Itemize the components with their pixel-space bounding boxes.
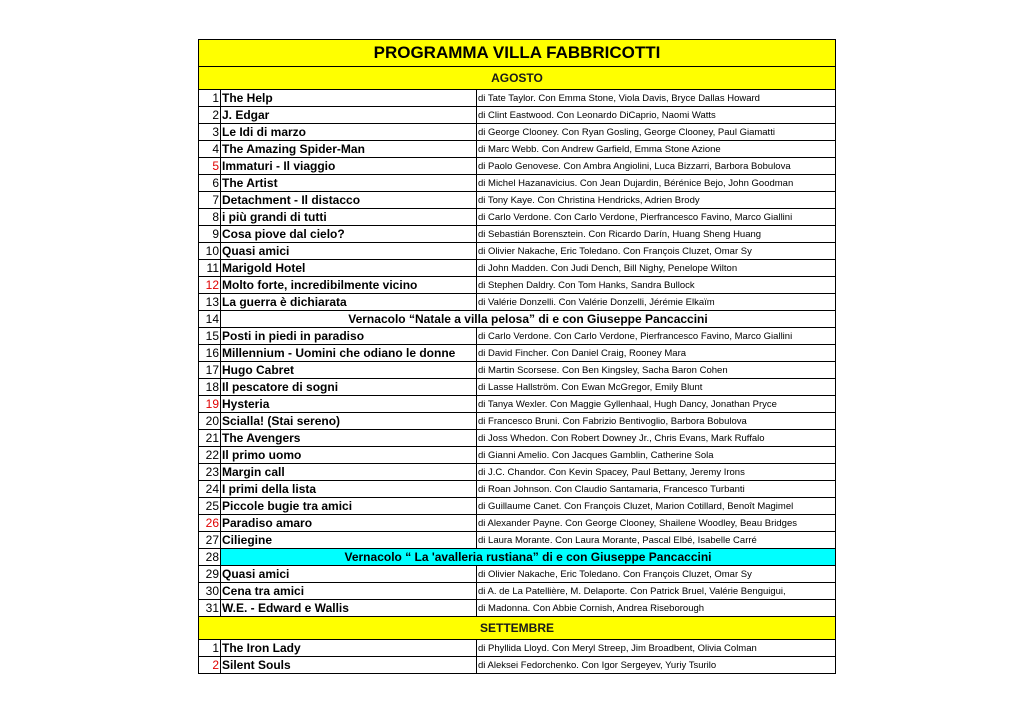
row-number: 7 — [199, 192, 221, 209]
month-header: SETTEMBRE — [199, 617, 836, 640]
schedule-sheet — [198, 39, 836, 674]
film-row — [199, 447, 836, 464]
row-number: 10 — [199, 243, 221, 260]
month-header-row — [199, 67, 836, 90]
month-header: AGOSTO — [199, 67, 836, 90]
film-row — [199, 90, 836, 107]
film-row — [199, 243, 836, 260]
film-title: Millennium - Uomini che odiano le donne — [221, 345, 477, 362]
film-credits: di Paolo Genovese. Con Ambra Angiolini, Luca Bizzarri, Barbora Bobulova — [477, 158, 836, 175]
film-credits: di Tate Taylor. Con Emma Stone, Viola Davis, Bryce Dallas Howard — [477, 90, 836, 107]
film-row — [199, 600, 836, 617]
film-credits: di Guillaume Canet. Con François Cluzet, Marion Cotillard, Benoît Magimel — [477, 498, 836, 515]
film-credits: di Martin Scorsese. Con Ben Kingsley, Sacha Baron Cohen — [477, 362, 836, 379]
row-number: 27 — [199, 532, 221, 549]
row-number: 5 — [199, 158, 221, 175]
row-number: 6 — [199, 175, 221, 192]
schedule-table — [198, 39, 836, 674]
film-title: Margin call — [221, 464, 477, 481]
film-credits: di Olivier Nakache, Eric Toledano. Con François Cluzet, Omar Sy — [477, 566, 836, 583]
film-title: Posti in piedi in paradiso — [221, 328, 477, 345]
film-row — [199, 328, 836, 345]
film-row — [199, 532, 836, 549]
film-title: Piccole bugie tra amici — [221, 498, 477, 515]
film-credits: di Alexander Payne. Con George Clooney, Shailene Woodley, Beau Bridges — [477, 515, 836, 532]
film-credits: di Madonna. Con Abbie Cornish, Andrea Riseborough — [477, 600, 836, 617]
film-credits: di Tony Kaye. Con Christina Hendricks, Adrien Brody — [477, 192, 836, 209]
month-header-row — [199, 617, 836, 640]
film-credits: di Laura Morante. Con Laura Morante, Pascal Elbé, Isabelle Carré — [477, 532, 836, 549]
row-number: 2 — [199, 657, 221, 674]
film-title: Hysteria — [221, 396, 477, 413]
film-title: The Avengers — [221, 430, 477, 447]
row-number: 29 — [199, 566, 221, 583]
film-title: Quasi amici — [221, 243, 477, 260]
event-title: Vernacolo “Natale a villa pelosa” di e con Giuseppe Pancaccini — [221, 311, 836, 328]
row-number: 12 — [199, 277, 221, 294]
film-credits: di Joss Whedon. Con Robert Downey Jr., Chris Evans, Mark Ruffalo — [477, 430, 836, 447]
row-number: 11 — [199, 260, 221, 277]
film-title: Scialla! (Stai sereno) — [221, 413, 477, 430]
film-title: The Iron Lady — [221, 640, 477, 657]
film-row — [199, 498, 836, 515]
title-row — [199, 40, 836, 67]
film-credits: di Tanya Wexler. Con Maggie Gyllenhaal, Hugh Dancy, Jonathan Pryce — [477, 396, 836, 413]
row-number: 26 — [199, 515, 221, 532]
row-number: 25 — [199, 498, 221, 515]
film-credits: di David Fincher. Con Daniel Craig, Rooney Mara — [477, 345, 836, 362]
film-row — [199, 396, 836, 413]
film-credits: di George Clooney. Con Ryan Gosling, George Clooney, Paul Giamatti — [477, 124, 836, 141]
row-number: 31 — [199, 600, 221, 617]
film-row — [199, 226, 836, 243]
row-number: 1 — [199, 90, 221, 107]
film-title: Il pescatore di sogni — [221, 379, 477, 396]
film-credits: di Sebastián Borensztein. Con Ricardo Darín, Huang Sheng Huang — [477, 226, 836, 243]
film-row — [199, 464, 836, 481]
page-title: PROGRAMMA VILLA FABBRICOTTI — [199, 40, 836, 67]
row-number: 23 — [199, 464, 221, 481]
film-title: Silent Souls — [221, 657, 477, 674]
film-credits: di Marc Webb. Con Andrew Garfield, Emma Stone Azione — [477, 141, 836, 158]
film-credits: di Olivier Nakache, Eric Toledano. Con François Cluzet, Omar Sy — [477, 243, 836, 260]
film-row — [199, 566, 836, 583]
film-row — [199, 345, 836, 362]
film-row — [199, 277, 836, 294]
film-row — [199, 481, 836, 498]
row-number: 1 — [199, 640, 221, 657]
film-credits: di Valérie Donzelli. Con Valérie Donzelli, Jérémie Elkaïm — [477, 294, 836, 311]
row-number: 18 — [199, 379, 221, 396]
row-number: 3 — [199, 124, 221, 141]
film-row — [199, 430, 836, 447]
film-credits: di Carlo Verdone. Con Carlo Verdone, Pierfrancesco Favino, Marco Giallini — [477, 328, 836, 345]
film-row — [199, 192, 836, 209]
film-credits: di A. de La Patellière, M. Delaporte. Con Patrick Bruel, Valérie Benguigui, — [477, 583, 836, 600]
schedule-body — [199, 40, 836, 674]
film-row — [199, 209, 836, 226]
film-row — [199, 107, 836, 124]
film-title: Le Idi di marzo — [221, 124, 477, 141]
film-title: Quasi amici — [221, 566, 477, 583]
film-title: i più grandi di tutti — [221, 209, 477, 226]
row-number: 22 — [199, 447, 221, 464]
event-row — [199, 549, 836, 566]
film-title: The Artist — [221, 175, 477, 192]
row-number: 21 — [199, 430, 221, 447]
row-number: 2 — [199, 107, 221, 124]
film-row — [199, 294, 836, 311]
film-title: Ciliegine — [221, 532, 477, 549]
film-credits: di Stephen Daldry. Con Tom Hanks, Sandra Bullock — [477, 277, 836, 294]
row-number: 13 — [199, 294, 221, 311]
film-credits: di Carlo Verdone. Con Carlo Verdone, Pierfrancesco Favino, Marco Giallini — [477, 209, 836, 226]
film-row — [199, 413, 836, 430]
film-title: Immaturi - Il viaggio — [221, 158, 477, 175]
film-row — [199, 260, 836, 277]
row-number: 9 — [199, 226, 221, 243]
row-number: 15 — [199, 328, 221, 345]
row-number: 14 — [199, 311, 221, 328]
event-row — [199, 311, 836, 328]
film-row — [199, 379, 836, 396]
film-row — [199, 640, 836, 657]
row-number: 4 — [199, 141, 221, 158]
film-credits: di Aleksei Fedorchenko. Con Igor Sergeyev, Yuriy Tsurilo — [477, 657, 836, 674]
film-title: Molto forte, incredibilmente vicino — [221, 277, 477, 294]
row-number: 30 — [199, 583, 221, 600]
film-row — [199, 583, 836, 600]
row-number: 19 — [199, 396, 221, 413]
film-row — [199, 141, 836, 158]
film-credits: di John Madden. Con Judi Dench, Bill Nighy, Penelope Wilton — [477, 260, 836, 277]
film-credits: di Lasse Hallström. Con Ewan McGregor, Emily Blunt — [477, 379, 836, 396]
film-credits: di Roan Johnson. Con Claudio Santamaria, Francesco Turbanti — [477, 481, 836, 498]
film-title: Detachment - Il distacco — [221, 192, 477, 209]
film-credits: di Francesco Bruni. Con Fabrizio Bentivoglio, Barbora Bobulova — [477, 413, 836, 430]
film-title: J. Edgar — [221, 107, 477, 124]
film-title: Cena tra amici — [221, 583, 477, 600]
film-credits: di J.C. Chandor. Con Kevin Spacey, Paul Bettany, Jeremy Irons — [477, 464, 836, 481]
film-credits: di Phyllida Lloyd. Con Meryl Streep, Jim Broadbent, Olivia Colman — [477, 640, 836, 657]
film-title: Il primo uomo — [221, 447, 477, 464]
film-credits: di Michel Hazanavicius. Con Jean Dujardin, Bérénice Bejo, John Goodman — [477, 175, 836, 192]
film-credits: di Clint Eastwood. Con Leonardo DiCaprio, Naomi Watts — [477, 107, 836, 124]
row-number: 17 — [199, 362, 221, 379]
row-number: 8 — [199, 209, 221, 226]
row-number: 20 — [199, 413, 221, 430]
film-row — [199, 175, 836, 192]
film-title: The Amazing Spider-Man — [221, 141, 477, 158]
film-row — [199, 124, 836, 141]
event-title: Vernacolo “ La 'avalleria rustiana” di e con Giuseppe Pancaccini — [221, 549, 836, 566]
film-title: The Help — [221, 90, 477, 107]
film-title: I primi della lista — [221, 481, 477, 498]
film-title: Marigold Hotel — [221, 260, 477, 277]
film-row — [199, 362, 836, 379]
row-number: 24 — [199, 481, 221, 498]
film-title: W.E. - Edward e Wallis — [221, 600, 477, 617]
film-title: Cosa piove dal cielo? — [221, 226, 477, 243]
film-row — [199, 515, 836, 532]
row-number: 16 — [199, 345, 221, 362]
film-title: La guerra è dichiarata — [221, 294, 477, 311]
film-title: Hugo Cabret — [221, 362, 477, 379]
row-number: 28 — [199, 549, 221, 566]
film-row — [199, 158, 836, 175]
film-credits: di Gianni Amelio. Con Jacques Gamblin, Catherine Sola — [477, 447, 836, 464]
film-title: Paradiso amaro — [221, 515, 477, 532]
film-row — [199, 657, 836, 674]
